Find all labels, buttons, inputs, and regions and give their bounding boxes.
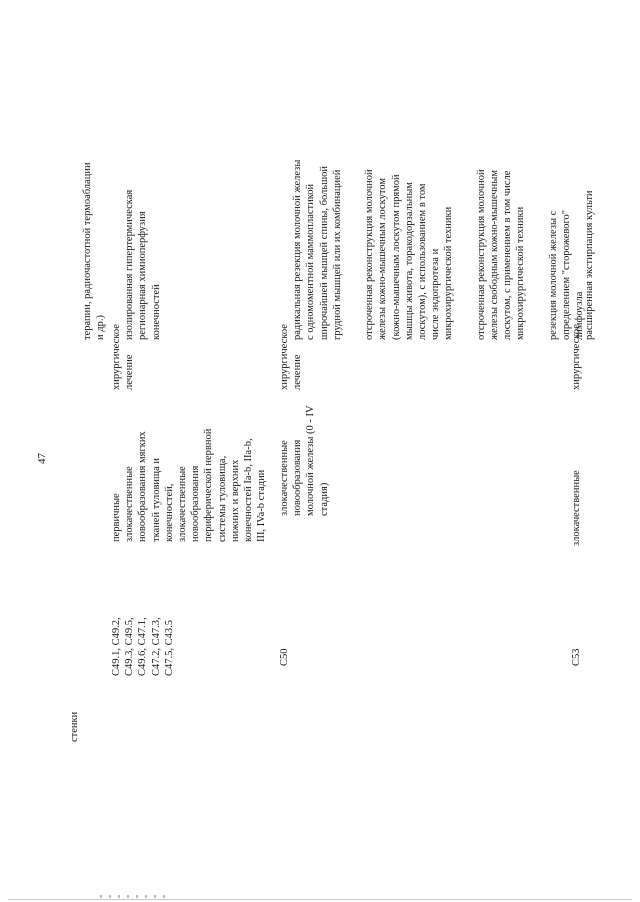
row-3-diagnosis: злокачественные bbox=[571, 470, 582, 546]
row-3-code: C53 bbox=[571, 648, 582, 666]
row-2-methods bbox=[278, 30, 606, 340]
row-2-treatment-type: хирургическое лечение bbox=[279, 324, 304, 390]
row-2-diagnosis: злокачественные новообразования молочной железы (0 - IV стадия) bbox=[279, 405, 330, 516]
page-number: 47 bbox=[36, 453, 48, 464]
method-text: отсроченная реконструкция молочной железы кожно-мышечным лоскутом (кожно-мышечным лоскутом прямой мышцы живота, торакодорзальным лоскутом), с использованием в том числе эндопротеза и микрохирургической техники bbox=[364, 169, 455, 340]
row-3-treatment-type: хирургическое bbox=[571, 324, 582, 390]
method-text: отсроченная реконструкция молочной железы свободным кожно-мышечным лоскутом, с применением в том числе микрохирургической техники bbox=[475, 169, 527, 340]
method-text: терапии, радиочастотной термоаблации и др.) bbox=[82, 162, 107, 340]
method-text: расширенная экстирпация культи bbox=[584, 190, 596, 340]
row-3-methods bbox=[570, 40, 616, 340]
row-1-treatment-type: хирургическое лечение bbox=[111, 324, 136, 390]
method-text: резекция молочной железы с определением "сторожевого" лимфоузла bbox=[547, 209, 586, 340]
scan-noise bbox=[100, 895, 170, 898]
scan-edge-line bbox=[8, 899, 632, 900]
method-text: радикальная резекция молочной железы с одномоментной маммопластикой широчайшей мышцей спины, большой грудной мышцей или их комбинацией bbox=[292, 159, 343, 340]
row-1-code: C49.1, C49.2, C49.3, C49.5, C49.6, C47.1, C47.2, C47.3, C47.5, C43.5 bbox=[111, 617, 175, 676]
row-2-code: C50 bbox=[279, 648, 290, 666]
row-1-methods bbox=[110, 40, 182, 340]
method-text: изолированная гипертермическая регионарная химиоперфузия конечностей bbox=[124, 189, 162, 340]
row-0-diagnosis: стенки bbox=[69, 711, 80, 742]
row-1-diagnosis: первичные злокачественные новообразования мягких тканей туловища и конечностей, злокачественные новообразования периферической нервной системы туловища, нижних и верхних конечностей Ia-b, IIa-b, III, IVa-b стадии bbox=[111, 428, 268, 542]
